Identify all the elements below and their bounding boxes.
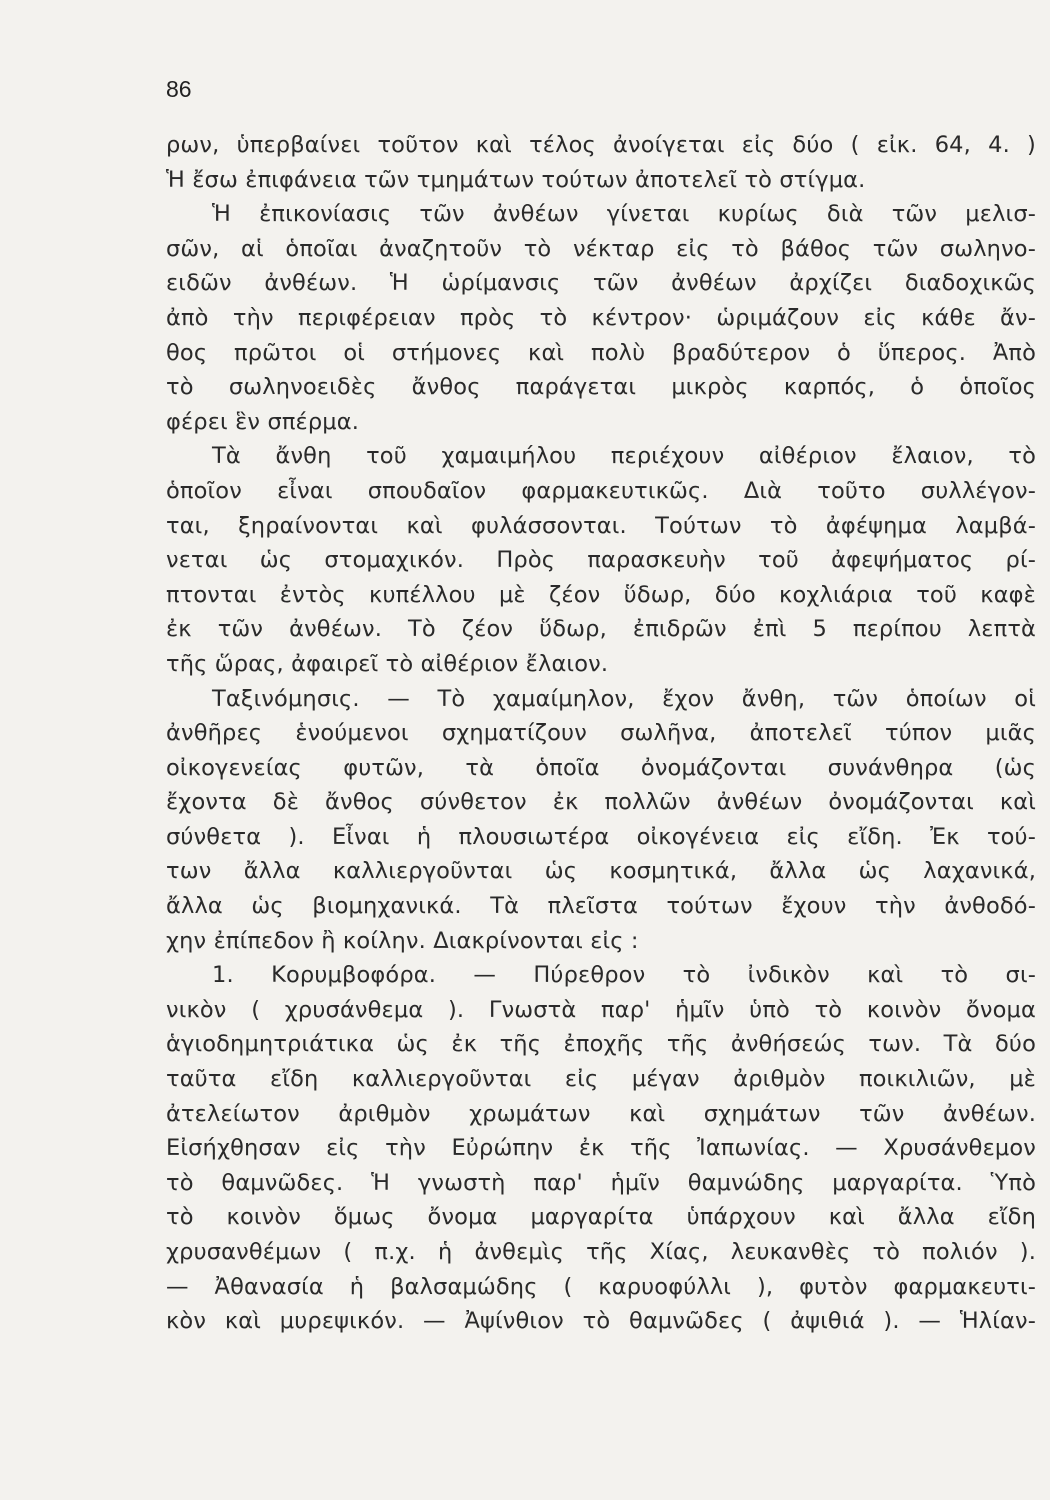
text-line: τῆς ὥρας, ἀφαιρεῖ τὸ αἰθέριον ἔλαιον. [166,650,609,677]
text-line: νικὸν ( χρυσάνθεμα ). Γνωστὰ παρ' ἡμῖν ὑπὸ τὸ κοινὸν ὄνομα [166,996,1036,1023]
text-line: πτονται ἐντὸς κυπέλλου μὲ ζέον ὕδωρ, δύο κοχλιάρια τοῦ καφὲ [166,581,1036,608]
text-line: Εἰσήχθησαν εἰς τὴν Εὐρώπην ἐκ τῆς Ἰαπωνίας. — Χρυσάνθεμον [166,1135,1036,1162]
page-number: 86 [166,76,192,102]
text-line: σύνθετα ). Εἶναι ἡ πλουσιωτέρα οἰκογένεια εἰς εἴδη. Ἐκ τού- [166,823,1036,850]
text-line: Ταξινόμησις. — Τὸ χαμαίμηλον, ἔχον ἄνθη, τῶν ὁποίων οἱ [212,685,1036,712]
text-line: ἁγιοδημητριάτικα ὡς ἐκ τῆς ἐποχῆς τῆς ἀνθήσεώς των. Τὰ δύο [166,1031,1036,1058]
text-line: των ἄλλα καλλιεργοῦνται ὡς κοσμητικά, ἄλλα ὡς λαχανικά, [166,858,1036,885]
body-text [166,128,1036,1339]
text-line: ἀπὸ τὴν περιφέρειαν πρὸς τὸ κέντρον· ὡριμάζουν εἰς κάθε ἄν- [166,304,1036,331]
text-line: σῶν, αἱ ὁποῖαι ἀναζητοῦν τὸ νέκταρ εἰς τὸ βάθος τῶν σωληνο- [166,235,1036,262]
text-line: κὸν καὶ μυρεψικόν. — Ἀψίνθιον τὸ θαμνῶδες ( ἀψιθιά ). — Ἡλίαν- [166,1308,1036,1335]
text-line: χρυσανθέμων ( π.χ. ἡ ἀνθεμὶς τῆς Χίας, λευκανθὲς τὸ πολιόν ). [166,1239,1036,1265]
text-line: ἔχοντα δὲ ἄνθος σύνθετον ἐκ πολλῶν ἀνθέων ὀνομάζονται καὶ [166,789,1036,816]
text-line: νεται ὡς στομαχικόν. Πρὸς παρασκευὴν τοῦ ἀφεψήματος ρί- [166,547,1036,574]
text-line: ὁποῖον εἶναι σπουδαῖον φαρμακευτικῶς. Διὰ τοῦτο συλλέγον- [166,477,1036,504]
text-line: ταῦτα εἴδη καλλιεργοῦνται εἰς μέγαν ἀριθμὸν ποικιλιῶν, μὲ [166,1066,1036,1093]
text-line: τὸ σωληνοειδὲς ἄνθος παράγεται μικρὸς καρπός, ὁ ὁποῖος [166,374,1036,401]
text-line: τὸ θαμνῶδες. Ἡ γνωστὴ παρ' ἡμῖν θαμνώδης μαργαρίτα. Ὑπὸ [166,1169,1036,1196]
text-line: ἀνθῆρες ἑνούμενοι σχηματίζουν σωλῆνα, ἀποτελεῖ τύπον μιᾶς [166,720,1036,747]
text-line: Τὰ ἄνθη τοῦ χαμαιμήλου περιέχουν αἰθέριον ἔλαιον, τὸ [212,443,1036,470]
text-line: — Ἀθανασία ἡ βαλσαμώδης ( καρυοφύλλι ), φυτὸν φαρμακευτι- [166,1273,1036,1300]
text-line: Ἡ ἔσω ἐπιφάνεια τῶν τμημάτων τούτων ἀποτελεῖ τὸ στίγμα. [166,166,866,193]
text-line: τὸ κοινὸν ὅμως ὄνομα μαργαρίτα ὑπάρχουν καὶ ἄλλα εἴδη [166,1204,1036,1231]
text-line: ειδῶν ἀνθέων. Ἡ ὡρίμανσις τῶν ἀνθέων ἀρχίζει διαδοχικῶς [166,270,1036,297]
text-line: χην ἐπίπεδον ἢ κοίλην. Διακρίνονται εἰς : [166,927,639,954]
text-line: Ἡ ἐπικονίασις τῶν ἀνθέων γίνεται κυρίως διὰ τῶν μελισ- [212,201,1036,228]
text-line: ἐκ τῶν ἀνθέων. Τὸ ζέον ὕδωρ, ἐπιδρῶν ἐπὶ 5 περίπου λεπτὰ [166,616,1036,643]
text-line: ται, ξηραίνονται καὶ φυλάσσονται. Τούτων τὸ ἀφέψημα λαμβά- [166,512,1036,539]
text-line: ρων, ὑπερβαίνει τοῦτον καὶ τέλος ἀνοίγεται εἰς δύο ( εἰκ. 64, 4. ) [166,132,1036,158]
text-line: οἰκογενείας φυτῶν, τὰ ὁποῖα ὀνομάζονται συνάνθηρα (ὡς [166,754,1036,781]
text-line: ἀτελείωτον ἀριθμὸν χρωμάτων καὶ σχημάτων τῶν ἀνθέων. [166,1100,1036,1127]
text-line: ἄλλα ὡς βιομηχανικά. Τὰ πλεῖστα τούτων ἔχουν τὴν ἀνθοδό- [166,893,1036,920]
text-line: φέρει ἓν σπέρμα. [166,408,360,435]
text-line: θος πρῶτοι οἱ στήμονες καὶ πολὺ βραδύτερον ὁ ὕπερος. Ἀπὸ [166,339,1036,366]
text-line: 1. Κορυμβοφόρα. — Πύρεθρον τὸ ἰνδικὸν καὶ τὸ σι- [212,962,1036,989]
